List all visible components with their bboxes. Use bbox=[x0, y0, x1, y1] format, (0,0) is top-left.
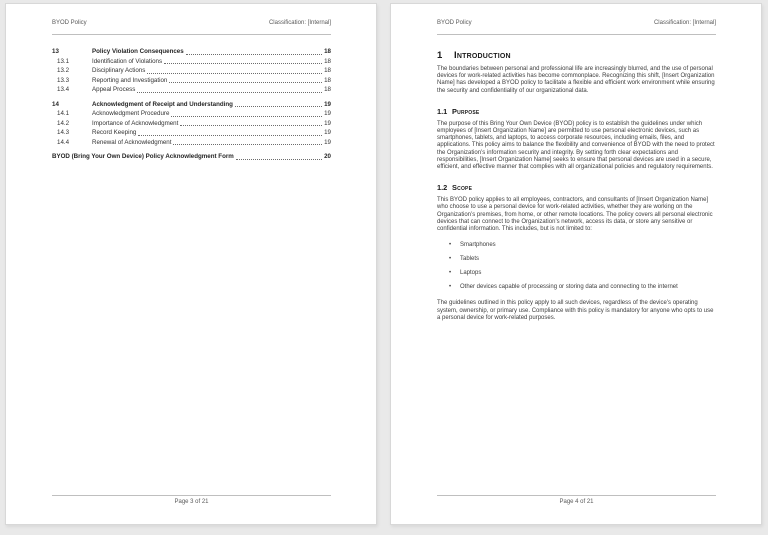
heading-title: Scope bbox=[452, 183, 473, 193]
header-doc-title: BYOD Policy bbox=[437, 20, 472, 26]
list-item bbox=[449, 242, 716, 249]
toc-entry-page: 18 bbox=[324, 57, 331, 65]
toc-entry-number: 13.1 bbox=[57, 57, 70, 65]
page-footer bbox=[437, 495, 716, 505]
heading-number: 1.1 bbox=[437, 106, 448, 116]
bullet-icon: • bbox=[449, 242, 452, 249]
page-header bbox=[437, 20, 716, 35]
toc-entry-title: Acknowledgment Procedure bbox=[92, 110, 170, 117]
toc-entry-title: Identification of Violations bbox=[92, 57, 163, 65]
toc-dot-leader bbox=[137, 91, 322, 93]
toc-dot-leader bbox=[173, 143, 322, 145]
header-classification: Classification: [Internal] bbox=[653, 20, 716, 26]
heading-number: 1.2 bbox=[437, 183, 448, 193]
toc-entry-title: Importance of Acknowledgment bbox=[92, 119, 179, 127]
device-bullet-list bbox=[449, 242, 716, 291]
toc-entry bbox=[52, 57, 331, 67]
toc-dot-leader bbox=[138, 134, 322, 136]
toc-entry bbox=[52, 138, 331, 148]
section-heading-1-1 bbox=[437, 107, 716, 116]
toc-dot-leader bbox=[186, 53, 322, 55]
toc-entry-page: 19 bbox=[324, 119, 331, 127]
toc-dot-leader bbox=[236, 158, 322, 160]
list-item bbox=[449, 256, 716, 263]
document-page-3 bbox=[5, 3, 377, 525]
toc-entry-page: 20 bbox=[324, 153, 331, 160]
toc-dot-leader bbox=[147, 72, 322, 74]
toc-dot-leader bbox=[164, 62, 322, 64]
toc-entry-title: Disciplinary Actions bbox=[92, 67, 146, 74]
page-number: Page 4 of 21 bbox=[559, 499, 594, 505]
document-body bbox=[437, 50, 716, 322]
toc-dot-leader bbox=[180, 124, 322, 126]
toc-entry bbox=[52, 76, 331, 86]
list-item-text: Other devices capable of processing or storing data and connecting to the internet bbox=[460, 284, 678, 291]
toc-entry-page: 19 bbox=[324, 110, 331, 117]
toc-entry-page: 18 bbox=[324, 76, 331, 84]
heading-number: 1 bbox=[437, 50, 443, 61]
list-item-text: Smartphones bbox=[460, 242, 496, 249]
heading-title: Introduction bbox=[454, 50, 511, 61]
page-number: Page 3 of 21 bbox=[174, 499, 209, 505]
toc-entry-title: Record Keeping bbox=[92, 129, 137, 136]
section-heading-1 bbox=[437, 50, 716, 61]
section-heading-1-2 bbox=[437, 183, 716, 192]
toc-entry-number: 13.2 bbox=[57, 67, 70, 74]
toc-entry bbox=[52, 85, 331, 95]
toc-entry-page: 19 bbox=[324, 138, 331, 146]
heading-title: Purpose bbox=[452, 106, 480, 116]
list-item bbox=[449, 284, 716, 291]
toc-entry-number: 13 bbox=[52, 48, 59, 55]
toc-entry-title: Reporting and Investigation bbox=[92, 76, 168, 84]
toc-entry-title: Acknowledgment of Receipt and Understanding bbox=[92, 100, 233, 108]
table-of-contents bbox=[52, 47, 331, 162]
toc-entry bbox=[52, 109, 331, 119]
paragraph-scope: This BYOD policy applies to all employees, contractors, and consultants of [Insert Organization Name] who choose to use a personal device for work-related activities, whether they are working on the Organization’s premises, from home, or other remote locations. The policy covers all personal electronic devices that can connect to the Organization’s network, access its data, or store any sensitive or confidential information. This includes, but is not limited to: bbox=[437, 197, 713, 233]
list-item bbox=[449, 270, 716, 277]
list-item-text: Laptops bbox=[460, 270, 482, 277]
toc-entry bbox=[52, 66, 331, 76]
header-classification: Classification: [Internal] bbox=[268, 20, 331, 26]
toc-entry-number: 14.3 bbox=[57, 129, 70, 136]
list-item-text: Tablets bbox=[460, 256, 480, 263]
toc-entry bbox=[52, 119, 331, 129]
toc-entry-number: 14.1 bbox=[57, 110, 70, 117]
paragraph-introduction: The boundaries between personal and professional life are increasingly blurred, and the use of personal devices for work-related activities has become commonplace. Recognizing this shift, [Insert Organization Name] has developed a BYOD policy to facilitate a flexible and efficient work environment while ensuring the security and confidentiality of our organizational data. bbox=[437, 66, 715, 94]
document-page-4 bbox=[390, 3, 762, 525]
toc-entry-number: 14.2 bbox=[57, 119, 70, 127]
toc-entry-number: 14 bbox=[52, 100, 59, 108]
toc-entry-title: Policy Violation Consequences bbox=[92, 48, 184, 55]
toc-entry-page: 18 bbox=[324, 48, 331, 55]
toc-entry-page: 18 bbox=[324, 67, 331, 74]
toc-entry-number: 13.4 bbox=[57, 86, 70, 93]
header-doc-title: BYOD Policy bbox=[52, 20, 87, 26]
page-header bbox=[52, 20, 331, 35]
toc-entry bbox=[52, 152, 331, 162]
toc-entry-page: 19 bbox=[324, 129, 331, 136]
toc-entry bbox=[52, 128, 331, 138]
bullet-icon: • bbox=[449, 270, 452, 277]
toc-entry bbox=[52, 47, 331, 57]
paragraph-purpose: The purpose of this Bring Your Own Device (BYOD) policy is to establish the guidelines under which employees of [Insert Organization Name] are permitted to use personal electronic devices, such as smartphones, tablets, and laptops, to access corporate resources, including emails, files, and applications. This policy aims to balance the flexibility and convenience of BYOD with the need to protect the Organization’s information security and integrity. By setting forth clear expectations and responsibilities, [Insert Organization Name] seeks to ensure that personal devices are used in a secure, efficient, and effective manner that complies with all organizational policies and regulatory requirements. bbox=[437, 120, 715, 171]
toc-entry bbox=[52, 100, 331, 110]
toc-dot-leader bbox=[235, 105, 322, 107]
toc-entry-number: 14.4 bbox=[57, 138, 70, 146]
bullet-icon: • bbox=[449, 256, 452, 263]
toc-dot-leader bbox=[169, 81, 322, 83]
toc-entry-number: 13.3 bbox=[57, 76, 70, 84]
toc-entry-page: 18 bbox=[324, 86, 331, 93]
toc-entry-title: Appeal Process bbox=[92, 86, 136, 93]
paragraph-closing: The guidelines outlined in this policy apply to all such devices, regardless of the device’s operating system, ownership, or primary use. Compliance with this policy is mandatory for anyone who opts to use a personal device for work-related purposes. bbox=[437, 300, 714, 321]
toc-dot-leader bbox=[171, 115, 322, 117]
toc-entry-title: BYOD (Bring Your Own Device) Policy Acknowledgment Form bbox=[52, 153, 234, 160]
page-footer bbox=[52, 495, 331, 505]
toc-entry-title: Renewal of Acknowledgment bbox=[92, 138, 172, 146]
toc-entry-page: 19 bbox=[324, 100, 331, 108]
bullet-icon: • bbox=[449, 284, 452, 291]
